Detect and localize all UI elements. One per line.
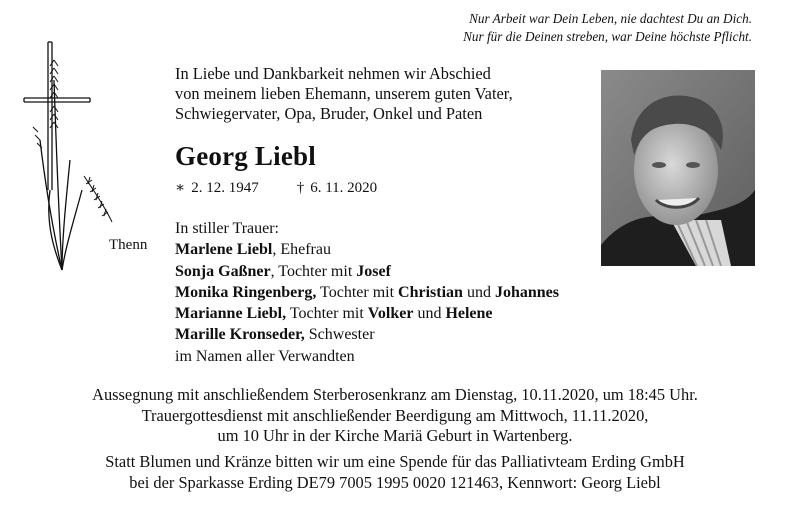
place-name: Thenn — [109, 237, 148, 253]
service-line: um 10 Uhr in der Kirche Mariä Geburt in Wartenberg. — [217, 426, 573, 445]
service-line: Trauergottesdienst mit anschließender Beerdigung am Mittwoch, 11.11.2020, — [141, 405, 649, 425]
mourner-name: Josef — [356, 262, 391, 280]
service-details — [0, 385, 790, 447]
mourners-closing: im Namen aller Verwandten — [175, 347, 355, 365]
intro-text — [175, 64, 585, 124]
mourner-relation: Tochter mit — [286, 305, 368, 323]
mourner-lines — [175, 239, 645, 345]
donation-line: Statt Blumen und Kränze bitten wir um eine Spende für das Palliativteam Erding GmbH — [105, 452, 685, 471]
mourner-name: Helene — [445, 305, 493, 323]
intro-line: In Liebe und Dankbarkeit nehmen wir Abschied — [175, 64, 491, 83]
mourner-name: Johannes — [494, 283, 559, 301]
mourner-relation: Schwester — [304, 326, 375, 344]
donation-line: bei der Sparkasse Erding DE79 7005 1995 0020 121463, Kennwort: Georg Liebl — [129, 472, 661, 492]
poem-line: Nur Arbeit war Dein Leben, nie dachtest Du an Dich. — [469, 11, 752, 26]
poem — [372, 10, 752, 46]
cross-with-wheat-icon — [22, 40, 117, 275]
intro-line: von meinem lieben Ehemann, unserem guten Vater, — [175, 84, 513, 103]
mourner-relation: Tochter mit — [316, 283, 399, 301]
mourner-line — [175, 324, 645, 345]
intro-line: Schwiegervater, Opa, Bruder, Onkel und Paten — [175, 104, 483, 123]
mourner-relation: , Ehefrau — [272, 241, 331, 259]
portrait-image — [601, 70, 755, 266]
death-date: 6. 11. 2020 — [310, 180, 378, 196]
mourner-name: Marlene Liebl — [175, 241, 273, 259]
mourner-name: Sonja Gaßner — [175, 262, 271, 280]
poem-line: Nur für die Deinen streben, war Deine höchste Pflicht. — [463, 29, 752, 44]
mourners-heading: In stiller Trauer: — [175, 220, 279, 237]
mourner-relation: , Tochter mit — [270, 262, 357, 280]
mourner-line — [175, 282, 645, 303]
mourner-name: Marianne Liebl, — [175, 305, 287, 323]
life-dates — [175, 178, 377, 197]
mourner-relation: und — [413, 305, 446, 323]
mourner-name: Volker — [367, 305, 414, 323]
mourners-list — [175, 218, 645, 367]
birth-date: 2. 12. 1947 — [191, 180, 259, 196]
deceased-name: Georg Liebl — [175, 141, 316, 171]
mourner-name: Monika Ringenberg, — [175, 283, 317, 301]
mourner-line — [175, 261, 645, 282]
mourner-relation: und — [462, 283, 495, 301]
birth-symbol-icon: ∗ — [175, 180, 186, 196]
donation-request — [0, 452, 790, 493]
portrait-photo — [601, 70, 755, 266]
service-line: Aussegnung mit anschließendem Sterberosenkranz am Dienstag, 10.11.2020, um 18:45 Uhr. — [92, 385, 698, 404]
mourner-name: Marille Kronseder, — [175, 326, 305, 344]
mourner-name: Christian — [398, 283, 463, 301]
mourner-line — [175, 239, 645, 260]
death-cross-icon: † — [296, 180, 305, 196]
mourner-line — [175, 303, 645, 324]
